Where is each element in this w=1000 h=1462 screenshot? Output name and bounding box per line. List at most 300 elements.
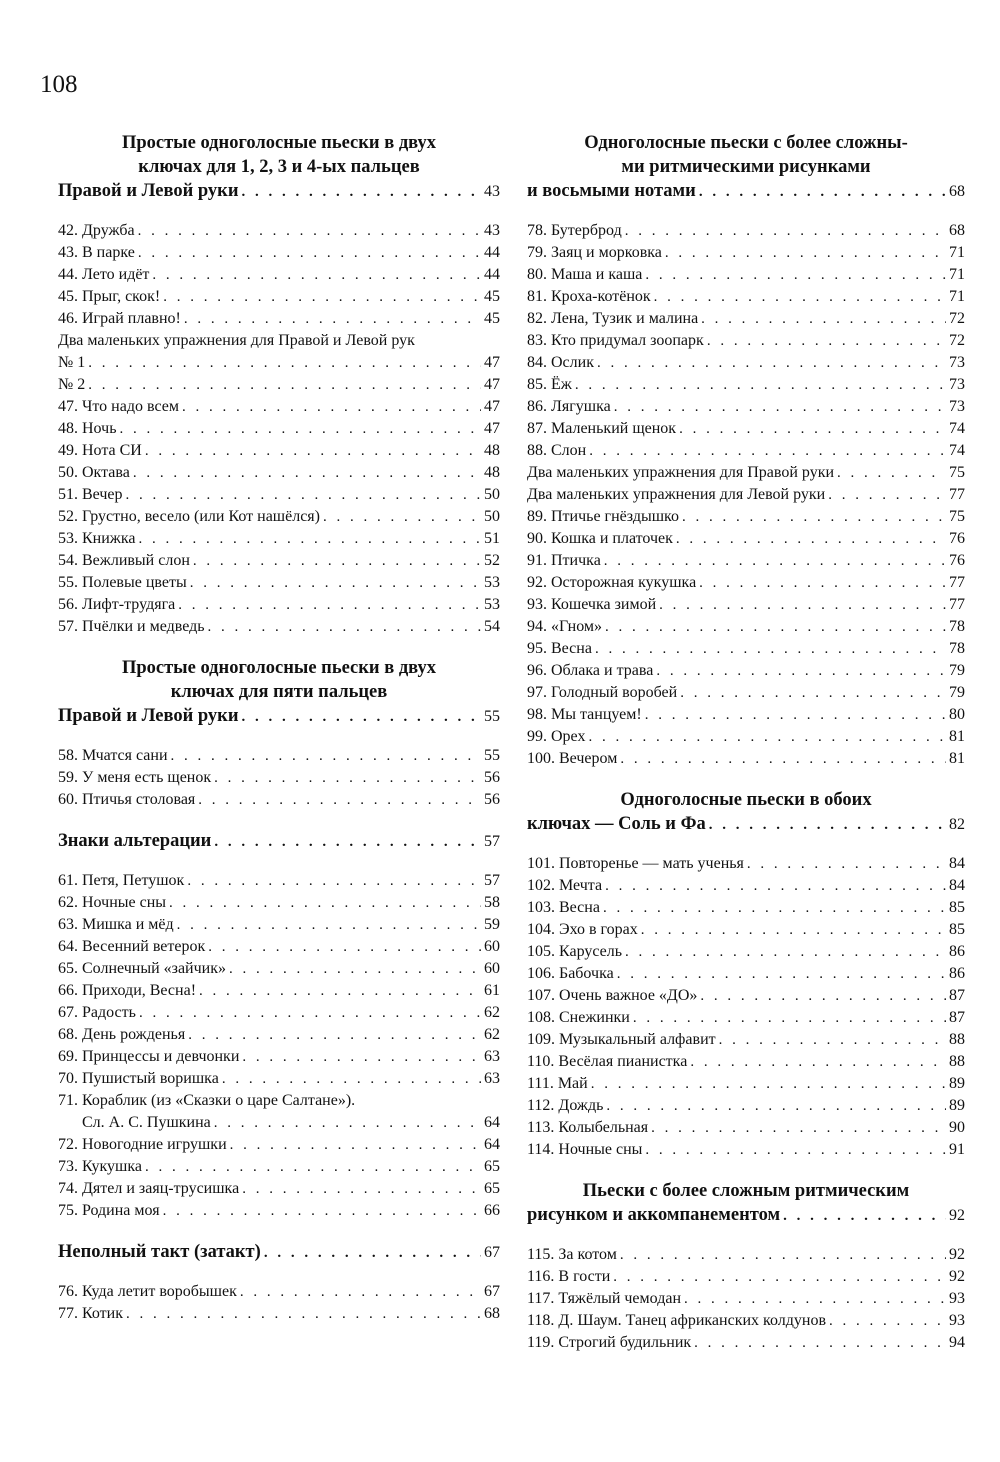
toc-entry-page: 74 <box>949 420 965 437</box>
dot-leader <box>783 1204 946 1228</box>
toc-entry-title: 90. Кошка и платочек <box>527 530 673 547</box>
toc-entry-page: 86 <box>949 965 965 982</box>
toc-entry <box>58 1178 500 1200</box>
section-heading-line: ключах для 1, 2, 3 и 4-ых пальцев <box>138 157 420 177</box>
toc-entry-page: 66 <box>484 1202 500 1219</box>
toc-entry-title: № 2 <box>58 376 86 393</box>
toc-entry-page: 79 <box>949 662 965 679</box>
toc-entry-page: 89 <box>949 1075 965 1092</box>
dot-leader <box>178 594 481 616</box>
toc-entry-page: 84 <box>949 855 965 872</box>
section-heading <box>527 131 965 204</box>
dot-leader <box>604 550 946 572</box>
toc-entry-title: 69. Принцессы и девчонки <box>58 1048 240 1065</box>
dot-leader <box>139 1002 481 1024</box>
dot-leader <box>588 726 946 748</box>
dot-leader <box>222 1068 481 1090</box>
toc-entry <box>58 870 500 892</box>
toc-entry-title: 72. Новогодние игрушки <box>58 1136 227 1153</box>
toc-entry-title: 59. У меня есть щенок <box>58 769 212 786</box>
toc-entry <box>58 1112 500 1134</box>
toc-entry-page: 93 <box>949 1312 965 1329</box>
toc-entry <box>527 374 965 396</box>
toc-entry-title: 93. Кошечка зимой <box>527 596 657 613</box>
toc-entry-title: 68. День рожденья <box>58 1026 186 1043</box>
toc-entry-title: 50. Октава <box>58 464 130 481</box>
dot-leader <box>214 767 481 789</box>
toc-entry-page: 65 <box>484 1180 500 1197</box>
dot-leader <box>680 682 946 704</box>
toc-entry <box>58 572 500 594</box>
toc-entry-title: 100. Вечером <box>527 750 618 767</box>
dot-leader <box>138 242 481 264</box>
toc-entry <box>58 1281 500 1303</box>
dot-leader <box>645 264 946 286</box>
toc-entry <box>527 352 965 374</box>
toc-entry <box>527 330 965 352</box>
toc-entry-title: 74. Дятел и заяц-трусишка <box>58 1180 240 1197</box>
toc-entry <box>58 462 500 484</box>
toc-entry-title: 108. Снежинки <box>527 1009 630 1026</box>
dot-leader <box>242 180 482 204</box>
toc-entry-title: 81. Кроха-котёнок <box>527 288 651 305</box>
toc-entry-title: 54. Вежливый слон <box>58 552 190 569</box>
dot-leader <box>229 958 481 980</box>
toc-entry <box>58 958 500 980</box>
toc-entry-title: 78. Бутерброд <box>527 222 622 239</box>
toc-entry <box>527 1073 965 1095</box>
toc-entry-title: 119. Строгий будильник <box>527 1334 692 1351</box>
toc-entry-title: 65. Солнечный «зайчик» <box>58 960 226 977</box>
toc-entry-page: 47 <box>484 398 500 415</box>
toc-entry-title: 57. Пчёлки и медведь <box>58 618 205 635</box>
toc-entry <box>58 936 500 958</box>
toc-entry <box>58 745 500 767</box>
section-heading <box>58 131 500 204</box>
toc-entry-title: 88. Слон <box>527 442 587 459</box>
toc-left-column <box>58 125 500 1325</box>
toc-entry-page: 85 <box>949 899 965 916</box>
dot-leader <box>169 892 481 914</box>
toc-entry <box>58 484 500 506</box>
toc-entry-title: 84. Ослик <box>527 354 594 371</box>
dot-leader <box>700 985 946 1007</box>
toc-entry-page: 88 <box>949 1031 965 1048</box>
toc-entry <box>527 594 965 616</box>
toc-entry <box>527 418 965 440</box>
dot-leader <box>184 308 481 330</box>
dot-leader <box>208 616 481 638</box>
toc-entry <box>58 352 500 374</box>
toc-entry-page: 57 <box>484 872 500 889</box>
section-heading-line: Простые одноголосные пьески в двух <box>121 658 437 678</box>
toc-entry-title: 104. Эхо в горах <box>527 921 638 938</box>
toc-entry-page: 50 <box>484 508 500 525</box>
toc-entry <box>527 1007 965 1029</box>
toc-entry-page: 73 <box>949 376 965 393</box>
toc-entry <box>58 1134 500 1156</box>
toc-entry <box>527 638 965 660</box>
toc-entry <box>58 1024 500 1046</box>
toc-entry-page: 47 <box>484 354 500 371</box>
toc-entry-title: 109. Музыкальный алфавит <box>527 1031 716 1048</box>
toc-entry-title: 94. «Гном» <box>527 618 603 635</box>
dot-leader <box>138 220 481 242</box>
toc-entry-title: 53. Книжка <box>58 530 136 547</box>
toc-entry <box>58 242 500 264</box>
section-page-number: 43 <box>484 183 500 200</box>
toc-entry-page: 53 <box>484 574 500 591</box>
toc-entry-page: 74 <box>949 442 965 459</box>
toc-entry <box>58 506 500 528</box>
toc-entry-title: 107. Очень важное «ДО» <box>527 987 698 1004</box>
toc-entry-page: 68 <box>949 222 965 239</box>
dot-leader <box>193 550 481 572</box>
section-page-number: 55 <box>484 708 500 725</box>
toc-entry <box>527 897 965 919</box>
dot-leader <box>633 1007 946 1029</box>
section-page-number: 68 <box>949 183 965 200</box>
dot-leader <box>654 286 946 308</box>
toc-entry <box>527 919 965 941</box>
left-column-section <box>58 131 500 638</box>
toc-entry-page: 72 <box>949 332 965 349</box>
dot-leader <box>88 374 481 396</box>
section-heading-text: Правой и Левой руки <box>58 181 239 201</box>
toc-entry-page: 56 <box>484 791 500 808</box>
toc-entry-title: Два маленьких упражнения для Левой руки <box>527 486 826 503</box>
toc-entry-title: 86. Лягушка <box>527 398 611 415</box>
toc-entry-page: 73 <box>949 398 965 415</box>
toc-entry-title: 77. Котик <box>58 1305 123 1322</box>
dot-leader <box>182 396 481 418</box>
toc-entry <box>527 875 965 897</box>
toc-entry-page: 87 <box>949 987 965 1004</box>
section-heading-line <box>58 829 500 854</box>
section-heading-line <box>527 812 965 837</box>
toc-entry-page: 71 <box>949 244 965 261</box>
dot-leader <box>208 936 481 958</box>
toc-entry-title: 103. Весна <box>527 899 600 916</box>
toc-entry-page: 72 <box>949 310 965 327</box>
toc-entry-page: 58 <box>484 894 500 911</box>
toc-entry-page: 87 <box>949 1009 965 1026</box>
toc-entry-page: 90 <box>949 1119 965 1136</box>
toc-entry-page: 50 <box>484 486 500 503</box>
toc-entry-page: 59 <box>484 916 500 933</box>
toc-entry-title: Сл. А. С. Пушкина <box>82 1114 211 1131</box>
toc-entry-page: 52 <box>484 552 500 569</box>
toc-entry-title: 115. За котом <box>527 1246 617 1263</box>
dot-leader <box>589 440 946 462</box>
section-heading-line <box>58 1240 500 1265</box>
toc-entry-page: 64 <box>484 1114 500 1131</box>
toc-entry-page: 62 <box>484 1026 500 1043</box>
dot-leader <box>651 1117 946 1139</box>
section-heading-text: Неполный такт (затакт) <box>58 1242 261 1262</box>
toc-entry <box>58 550 500 572</box>
dot-leader <box>188 1024 481 1046</box>
toc-entry-page: 63 <box>484 1070 500 1087</box>
toc-entry <box>527 941 965 963</box>
dot-leader <box>719 1029 946 1051</box>
dot-leader <box>242 1178 481 1200</box>
toc-entry <box>527 1266 965 1288</box>
toc-entry-page: 48 <box>484 442 500 459</box>
toc-entry-title: 101. Повторенье — мать ученья <box>527 855 744 872</box>
toc-entry-title: 113. Колыбельная <box>527 1119 649 1136</box>
toc-entry <box>527 748 965 770</box>
toc-entry <box>527 985 965 1007</box>
section-heading-line: ключах для пяти пальцев <box>170 682 388 702</box>
section-heading <box>527 1179 965 1228</box>
dot-leader <box>163 286 481 308</box>
toc-entry-title: 62. Ночные сны <box>58 894 167 911</box>
dot-leader <box>645 1139 946 1161</box>
toc-entry: Два маленьких упражнения для Правой и Левой рук <box>58 332 415 349</box>
toc-entry-title: 96. Облака и трава <box>527 662 654 679</box>
toc-entry <box>527 220 965 242</box>
dot-leader <box>659 594 946 616</box>
toc-entry-page: 89 <box>949 1097 965 1114</box>
section-page-number: 92 <box>949 1207 965 1224</box>
toc-entry-title: 99. Орех <box>527 728 586 745</box>
toc-entry-page: 77 <box>949 486 965 503</box>
toc-entry <box>58 374 500 396</box>
toc-entry-page: 48 <box>484 464 500 481</box>
dot-leader <box>709 813 946 837</box>
toc-entry-title: 56. Лифт-трудяга <box>58 596 176 613</box>
toc-entry-page: 71 <box>949 266 965 283</box>
toc-entry-title: 97. Голодный воробей <box>527 684 678 701</box>
right-column-section <box>527 131 965 770</box>
toc-entry-page: 44 <box>484 244 500 261</box>
toc-entry-page: 51 <box>484 530 500 547</box>
toc-entry <box>527 1095 965 1117</box>
toc-entry-title: 117. Тяжёлый чемодан <box>527 1290 681 1307</box>
toc-entry <box>527 462 965 484</box>
toc-entry <box>527 1051 965 1073</box>
toc-entry <box>527 1029 965 1051</box>
toc-entry-page: 47 <box>484 376 500 393</box>
toc-entry-page: 81 <box>949 750 965 767</box>
toc-entry-title: 63. Мишка и мёд <box>58 916 174 933</box>
dot-leader <box>606 1095 946 1117</box>
toc-entry <box>58 1200 500 1222</box>
toc-entry-title: 91. Птичка <box>527 552 601 569</box>
toc-entry-title: 85. Ёж <box>527 376 572 393</box>
section-heading-line <box>527 1203 965 1228</box>
toc-entry <box>527 528 965 550</box>
toc-entry <box>58 892 500 914</box>
toc-entry-page: 91 <box>949 1141 965 1158</box>
section-heading <box>58 656 500 729</box>
toc-entry <box>58 980 500 1002</box>
toc-entry-page: 76 <box>949 552 965 569</box>
dot-leader <box>747 853 946 875</box>
section-heading-text: и восьмыми нотами <box>527 181 696 201</box>
toc-entry-page: 75 <box>949 464 965 481</box>
dot-leader <box>145 440 481 462</box>
toc-entry-page: 68 <box>484 1305 500 1322</box>
toc-entry-page: 71 <box>949 288 965 305</box>
toc-entry-page: 79 <box>949 684 965 701</box>
left-column-section <box>58 656 500 811</box>
toc-entry-page: 45 <box>484 310 500 327</box>
dot-leader <box>240 1281 481 1303</box>
toc-entry <box>527 506 965 528</box>
toc-entry-page: 85 <box>949 921 965 938</box>
section-heading-line: ми ритмическими рисунками <box>621 157 871 177</box>
toc-entry <box>58 220 500 242</box>
toc-entry-page: 61 <box>484 982 500 999</box>
toc-entry <box>527 1244 965 1266</box>
toc-entry-page: 76 <box>949 530 965 547</box>
section-heading-text: ключах — Соль и Фа <box>527 814 706 834</box>
dot-leader <box>603 897 946 919</box>
dot-leader <box>614 396 946 418</box>
toc-entry-page: 44 <box>484 266 500 283</box>
dot-leader <box>190 572 481 594</box>
toc-entry-page: 86 <box>949 943 965 960</box>
section-page-number: 82 <box>949 816 965 833</box>
section-heading-text: Правой и Левой руки <box>58 706 239 726</box>
section-heading-line: Одноголосные пьески в обоих <box>620 790 872 810</box>
toc-entry <box>58 594 500 616</box>
toc-entry-page: 78 <box>949 640 965 657</box>
dot-leader <box>242 705 482 729</box>
dot-leader <box>676 528 946 550</box>
toc-entry <box>58 767 500 789</box>
dot-leader <box>641 919 946 941</box>
toc-entry <box>58 396 500 418</box>
toc-entry-page: 94 <box>949 1334 965 1351</box>
toc-entry <box>527 242 965 264</box>
toc-entry-title: 44. Лето идёт <box>58 266 150 283</box>
toc-right-column <box>527 125 965 1354</box>
dot-leader <box>133 462 481 484</box>
toc-entry-page: 62 <box>484 1004 500 1021</box>
toc-entry <box>527 616 965 638</box>
dot-leader <box>214 830 481 854</box>
toc-entry <box>58 308 500 330</box>
toc-entry <box>527 1288 965 1310</box>
toc-entry-title: 61. Петя, Петушок <box>58 872 185 889</box>
section-heading <box>527 788 965 837</box>
toc-entry <box>58 914 500 936</box>
toc-entry-page: 53 <box>484 596 500 613</box>
section-heading <box>58 829 500 854</box>
toc-entry <box>527 550 965 572</box>
toc-entry-title: Два маленьких упражнения для Правой руки <box>527 464 835 481</box>
toc-entry-page: 88 <box>949 1053 965 1070</box>
toc-entry-title: 83. Кто придумал зоопарк <box>527 332 704 349</box>
dot-leader <box>199 980 481 1002</box>
toc-entry <box>58 1002 500 1024</box>
dot-leader <box>214 1112 481 1134</box>
dot-leader <box>171 745 481 767</box>
toc-entry-page: 84 <box>949 877 965 894</box>
toc-entry-page: 77 <box>949 596 965 613</box>
toc-entry <box>58 616 500 638</box>
dot-leader <box>138 528 481 550</box>
toc-entry <box>58 1046 500 1068</box>
dot-leader <box>264 1241 481 1265</box>
toc-entry-page: 77 <box>949 574 965 591</box>
toc-entry-title: 70. Пушистый воришка <box>58 1070 219 1087</box>
section-heading-line: Пьески с более сложным ритмическим <box>582 1181 910 1201</box>
toc-entry <box>527 660 965 682</box>
dot-leader <box>645 704 946 726</box>
toc-entry: 71. Кораблик (из «Сказки о царе Салтане»). <box>58 1092 356 1109</box>
dot-leader <box>694 1332 946 1354</box>
dot-leader <box>187 870 481 892</box>
dot-leader <box>88 352 481 374</box>
toc-entry <box>527 396 965 418</box>
toc-entry-page: 75 <box>949 508 965 525</box>
toc-entry-title: 111. Май <box>527 1075 588 1092</box>
toc-entry-page: 45 <box>484 288 500 305</box>
dot-leader <box>837 462 946 484</box>
toc-entry-page: 54 <box>484 618 500 635</box>
toc-entry-page: 47 <box>484 420 500 437</box>
toc-entry-title: 67. Радость <box>58 1004 136 1021</box>
section-heading-text: рисунком и аккомпанементом <box>527 1205 781 1225</box>
dot-leader <box>829 1310 946 1332</box>
toc-entry-title: 47. Что надо всем <box>58 398 179 415</box>
toc-entry-title: 114. Ночные сны <box>527 1141 643 1158</box>
toc-entry-page: 56 <box>484 769 500 786</box>
toc-entry-page: 64 <box>484 1136 500 1153</box>
toc-entry-page: 80 <box>949 706 965 723</box>
toc-entry-title: 64. Весенний ветерок <box>58 938 206 955</box>
toc-entry <box>527 1117 965 1139</box>
section-heading-line: Простые одноголосные пьески в двух <box>121 133 437 153</box>
toc-entry-title: 58. Мчатся сани <box>58 747 168 764</box>
toc-entry-title: 92. Осторожная кукушка <box>527 574 697 591</box>
dot-leader <box>684 1288 946 1310</box>
dot-leader <box>152 264 481 286</box>
dot-leader <box>605 616 946 638</box>
toc-entry-title: № 1 <box>58 354 86 371</box>
toc-entry-title: 66. Приходи, Весна! <box>58 982 197 999</box>
toc-entry-title: 42. Дружба <box>58 222 135 239</box>
section-heading-line <box>58 179 500 204</box>
dot-leader <box>323 506 481 528</box>
toc-entry-page: 93 <box>949 1290 965 1307</box>
page-number: 108 <box>40 71 78 98</box>
section-heading-text: Знаки альтерации <box>58 831 212 851</box>
dot-leader <box>707 330 946 352</box>
toc-entry <box>58 1156 500 1178</box>
section-heading <box>58 1240 500 1265</box>
toc-entry-title: 98. Мы танцуем! <box>527 706 642 723</box>
toc-entry-page: 55 <box>484 747 500 764</box>
toc-entry <box>527 682 965 704</box>
toc-entry-title: 55. Полевые цветы <box>58 574 187 591</box>
toc-entry <box>527 1332 965 1354</box>
section-page-number: 57 <box>484 833 500 850</box>
toc-entry-title: 48. Ночь <box>58 420 117 437</box>
section-heading-line <box>527 179 965 204</box>
toc-entry <box>58 264 500 286</box>
dot-leader <box>620 748 946 770</box>
dot-leader <box>699 180 946 204</box>
toc-entry <box>527 286 965 308</box>
toc-entry-title: 118. Д. Шаум. Танец африканских колдунов <box>527 1312 827 1329</box>
dot-leader <box>605 875 946 897</box>
right-column-section <box>527 1179 965 1354</box>
